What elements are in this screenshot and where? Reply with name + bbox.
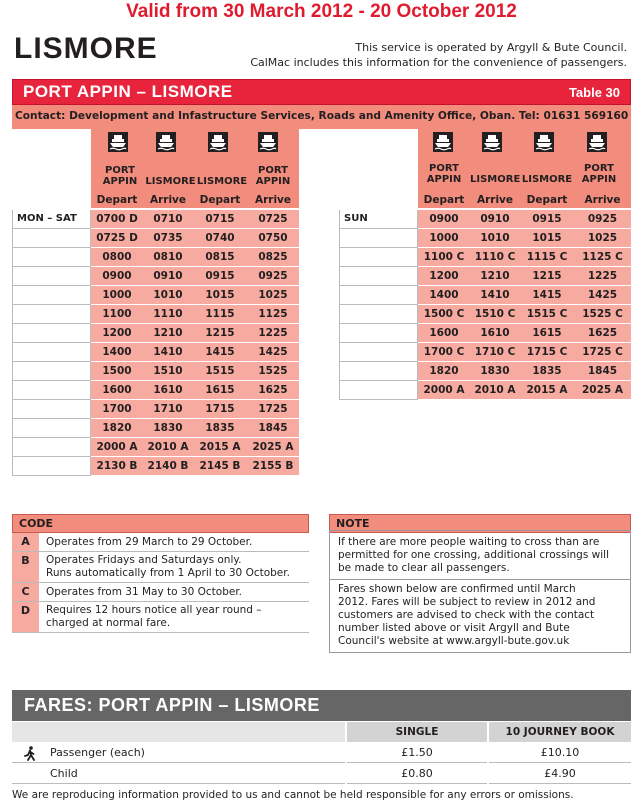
time-cell: 1510 C <box>474 308 516 320</box>
time-cell: 1415 <box>532 289 562 301</box>
ferry-icon <box>108 132 128 152</box>
time-cell: 0750 <box>258 232 288 244</box>
route-name: PORT APPIN – LISMORE <box>23 82 233 101</box>
time-cell: 1410 <box>480 289 510 301</box>
timetable-row <box>339 248 631 267</box>
time-cell: 1725 C <box>582 346 623 358</box>
time-cell: 2155 B <box>252 460 294 472</box>
time-cell: 1820 <box>429 365 459 377</box>
time-cell: 2015 A <box>199 441 241 453</box>
day-label <box>339 305 418 324</box>
time-cell: 0915 <box>532 213 562 225</box>
time-cell: 1125 <box>258 308 288 320</box>
time-cell: 0900 <box>102 270 132 282</box>
time-cell: 1525 <box>258 365 288 377</box>
day-label <box>12 267 91 286</box>
time-cell: 1830 <box>480 365 510 377</box>
time-cell: 0715 <box>205 213 235 225</box>
operator-note <box>250 40 627 70</box>
time-cell: 1025 <box>587 232 618 244</box>
time-cell: 1615 <box>205 384 235 396</box>
ferry-icon <box>433 132 453 152</box>
day-label <box>12 305 91 324</box>
timetable-row <box>12 286 299 305</box>
column-head: PORT APPIN <box>102 165 138 187</box>
contact-info: Contact: Development and Infastructure Services, Roads and Amenity Office, Oban. Tel: 01631 569160 <box>12 105 631 129</box>
day-label <box>339 267 418 286</box>
timetable-row <box>12 267 299 286</box>
time-cell: 1100 C <box>423 251 465 263</box>
time-cell: 1225 <box>587 270 618 282</box>
ferry-icon <box>534 132 554 152</box>
time-cell: 1015 <box>205 289 235 301</box>
column-head: PORT APPIN <box>426 163 462 185</box>
day-label <box>339 248 418 267</box>
column-head: LISMORE <box>145 176 196 187</box>
note-paragraph: Fares shown below are confirmed until March 2012. Fares will be subject to review in 2012 and customers are advised to check with the contact number listed above or visit Argyll and Bute Council's website at www.argyll-bute.gov.uk <box>338 583 596 647</box>
day-label <box>339 229 418 248</box>
ferry-icon <box>482 132 502 152</box>
time-cell: 1845 <box>587 365 618 377</box>
time-cell: 1615 <box>532 327 562 339</box>
time-cell: 1845 <box>258 422 288 434</box>
fares-row <box>12 764 631 784</box>
fare-single: £0.80 <box>401 767 433 780</box>
fare-book: £10.10 <box>540 746 580 759</box>
sunday-subheader: Depart Arrive Depart Arrive <box>418 191 631 209</box>
column-head: LISMORE <box>521 174 573 185</box>
day-label <box>339 343 418 362</box>
code-row: B Operates Fridays and Saturdays only. Runs automatically from 1 April to 30 October. <box>12 552 309 583</box>
time-cell: 1725 <box>258 403 288 415</box>
timetable-row <box>12 210 299 229</box>
time-cell: 0725 <box>258 213 288 225</box>
time-cell: 1715 <box>205 403 235 415</box>
time-cell: 0800 <box>102 251 132 263</box>
timetable-row <box>12 400 299 419</box>
day-label <box>12 324 91 343</box>
timetable-row <box>12 229 299 248</box>
time-cell: 1415 <box>205 346 235 358</box>
time-cell: 1600 <box>102 384 132 396</box>
code-header: CODE <box>12 514 309 533</box>
timetable-row <box>339 362 631 381</box>
time-cell: 1100 <box>102 308 132 320</box>
time-cell: 2025 A <box>252 441 294 453</box>
fare-label: Child <box>50 767 78 780</box>
fares-row <box>12 743 631 763</box>
time-cell: 1835 <box>205 422 235 434</box>
weekday-subheader: Depart Arrive Depart Arrive <box>91 191 299 209</box>
time-cell: 1515 <box>205 365 235 377</box>
time-cell: 2140 B <box>147 460 189 472</box>
time-cell: 2015 A <box>526 384 568 396</box>
time-cell: 0915 <box>205 270 235 282</box>
fares-header-book: 10 JOURNEY BOOK <box>489 722 631 742</box>
fares-header-blank <box>12 722 345 742</box>
time-cell: 1510 <box>153 365 183 377</box>
day-label <box>339 381 418 400</box>
time-cell: 1515 C <box>526 308 568 320</box>
day-label <box>339 286 418 305</box>
time-cell: 2145 B <box>199 460 241 472</box>
fares-header-single: SINGLE <box>347 722 487 742</box>
footer-disclaimer: We are reproducing information provided to us and cannot be held responsible for any errors or omissions. <box>12 789 574 801</box>
time-cell: 1010 <box>153 289 183 301</box>
time-cell: 1710 C <box>474 346 516 358</box>
day-label <box>12 419 91 438</box>
ferry-icon <box>156 132 176 152</box>
time-cell: 1525 C <box>582 308 623 320</box>
timetable-row <box>339 286 631 305</box>
code-row: D Requires 12 hours notice all year round – charged at normal fare. <box>12 602 309 633</box>
ferry-icon <box>208 132 228 152</box>
time-cell: 2025 A <box>581 384 623 396</box>
note-divider <box>330 579 630 580</box>
operator-note-line: CalMac includes this information for the convenience of passengers. <box>250 56 627 69</box>
timetable-row <box>339 267 631 286</box>
timetable-row <box>12 419 299 438</box>
time-cell: 2000 A <box>96 441 138 453</box>
column-head: PORT APPIN <box>581 163 617 185</box>
time-cell: 1700 C <box>423 346 465 358</box>
code-row: C Operates from 31 May to 30 October. <box>12 583 309 602</box>
day-label <box>12 248 91 267</box>
time-cell: 0740 <box>205 232 235 244</box>
time-cell: 1215 <box>205 327 235 339</box>
timetable-row <box>12 248 299 267</box>
time-cell: 1110 C <box>474 251 516 263</box>
fare-single: £1.50 <box>401 746 433 759</box>
time-cell: 0925 <box>587 213 618 225</box>
table-number: Table 30 <box>568 85 620 100</box>
day-label <box>339 324 418 343</box>
timetable-row <box>12 305 299 324</box>
timetable-row <box>339 210 631 229</box>
validity-banner: Valid from 30 March 2012 - 20 October 2012 <box>126 1 517 22</box>
time-cell: 1500 <box>102 365 132 377</box>
column-head: LISMORE <box>196 176 248 187</box>
fare-book: £4.90 <box>544 767 576 780</box>
time-cell: 2010 A <box>474 384 516 396</box>
timetable-row <box>339 381 631 400</box>
time-cell: 1425 <box>258 346 288 358</box>
route-banner <box>12 79 631 105</box>
time-cell: 1000 <box>102 289 132 301</box>
time-cell: 1400 <box>102 346 132 358</box>
time-cell: 1015 <box>532 232 562 244</box>
time-cell: 1610 <box>480 327 510 339</box>
timetable-row <box>12 381 299 400</box>
ferry-icon <box>587 132 607 152</box>
code-row: A Operates from 29 March to 29 October. <box>12 533 309 552</box>
time-cell: 1700 <box>102 403 132 415</box>
time-cell: 0725 D <box>96 232 138 244</box>
note-box <box>329 530 631 653</box>
time-cell: 1210 <box>480 270 510 282</box>
time-cell: 0900 <box>429 213 459 225</box>
time-cell: 1610 <box>153 384 183 396</box>
time-cell: 0910 <box>480 213 510 225</box>
timetable-row <box>12 438 299 457</box>
fares-title: FARES: PORT APPIN – LISMORE <box>12 690 631 721</box>
day-label <box>12 381 91 400</box>
time-cell: 1715 C <box>526 346 568 358</box>
fare-label: Passenger (each) <box>50 746 145 759</box>
time-cell: 0700 D <box>96 213 138 225</box>
time-cell: 1410 <box>153 346 183 358</box>
time-cell: 1820 <box>102 422 132 434</box>
time-cell: 0815 <box>205 251 235 263</box>
time-cell: 1600 <box>429 327 459 339</box>
time-cell: 1835 <box>532 365 562 377</box>
column-head: LISMORE <box>470 174 521 185</box>
day-label: SUN <box>339 210 418 229</box>
timetable-row <box>12 343 299 362</box>
day-label <box>12 457 91 476</box>
day-label <box>12 400 91 419</box>
time-cell: 1125 C <box>582 251 623 263</box>
day-label: MON – SAT <box>12 210 91 229</box>
day-label <box>12 286 91 305</box>
time-cell: 2000 A <box>423 384 465 396</box>
operator-note-line: This service is operated by Argyll & Bute Council. <box>355 41 627 54</box>
day-label <box>339 362 418 381</box>
time-cell: 0825 <box>258 251 288 263</box>
timetable-row <box>12 457 299 476</box>
day-label <box>12 343 91 362</box>
time-cell: 1210 <box>153 327 183 339</box>
time-cell: 1115 C <box>526 251 568 263</box>
ferry-icon <box>258 132 278 152</box>
time-cell: 1225 <box>258 327 288 339</box>
timetable-row <box>12 362 299 381</box>
timetable-row <box>339 305 631 324</box>
time-cell: 1500 C <box>423 308 465 320</box>
fares-divider <box>345 722 347 785</box>
day-label <box>12 229 91 248</box>
time-cell: 1215 <box>532 270 562 282</box>
timetable-row <box>339 229 631 248</box>
time-cell: 1625 <box>587 327 618 339</box>
note-paragraph: If there are more people waiting to cross than are permitted for one crossing, additional crossings will be made to clear all passengers. <box>338 536 609 574</box>
time-cell: 1010 <box>480 232 510 244</box>
time-cell: 1625 <box>258 384 288 396</box>
pedestrian-icon <box>24 746 36 761</box>
time-cell: 1000 <box>429 232 459 244</box>
time-cell: 2010 A <box>147 441 189 453</box>
day-label <box>12 438 91 457</box>
timetable-row <box>12 324 299 343</box>
time-cell: 1200 <box>429 270 459 282</box>
time-cell: 1200 <box>102 327 132 339</box>
column-head: PORT APPIN <box>255 165 291 187</box>
time-cell: 0710 <box>153 213 183 225</box>
time-cell: 0910 <box>153 270 183 282</box>
time-cell: 1425 <box>587 289 618 301</box>
time-cell: 1115 <box>205 308 235 320</box>
time-cell: 1110 <box>153 308 183 320</box>
time-cell: 2130 B <box>96 460 138 472</box>
time-cell: 1025 <box>258 289 288 301</box>
fares-divider <box>487 722 489 785</box>
time-cell: 1400 <box>429 289 459 301</box>
time-cell: 1710 <box>153 403 183 415</box>
timetable-row <box>339 324 631 343</box>
timetable-row <box>339 343 631 362</box>
time-cell: 1830 <box>153 422 183 434</box>
destination-title: LISMORE <box>14 32 158 65</box>
time-cell: 0925 <box>258 270 288 282</box>
note-header: NOTE <box>329 514 631 533</box>
time-cell: 0735 <box>153 232 183 244</box>
time-cell: 0810 <box>153 251 183 263</box>
day-label <box>12 362 91 381</box>
